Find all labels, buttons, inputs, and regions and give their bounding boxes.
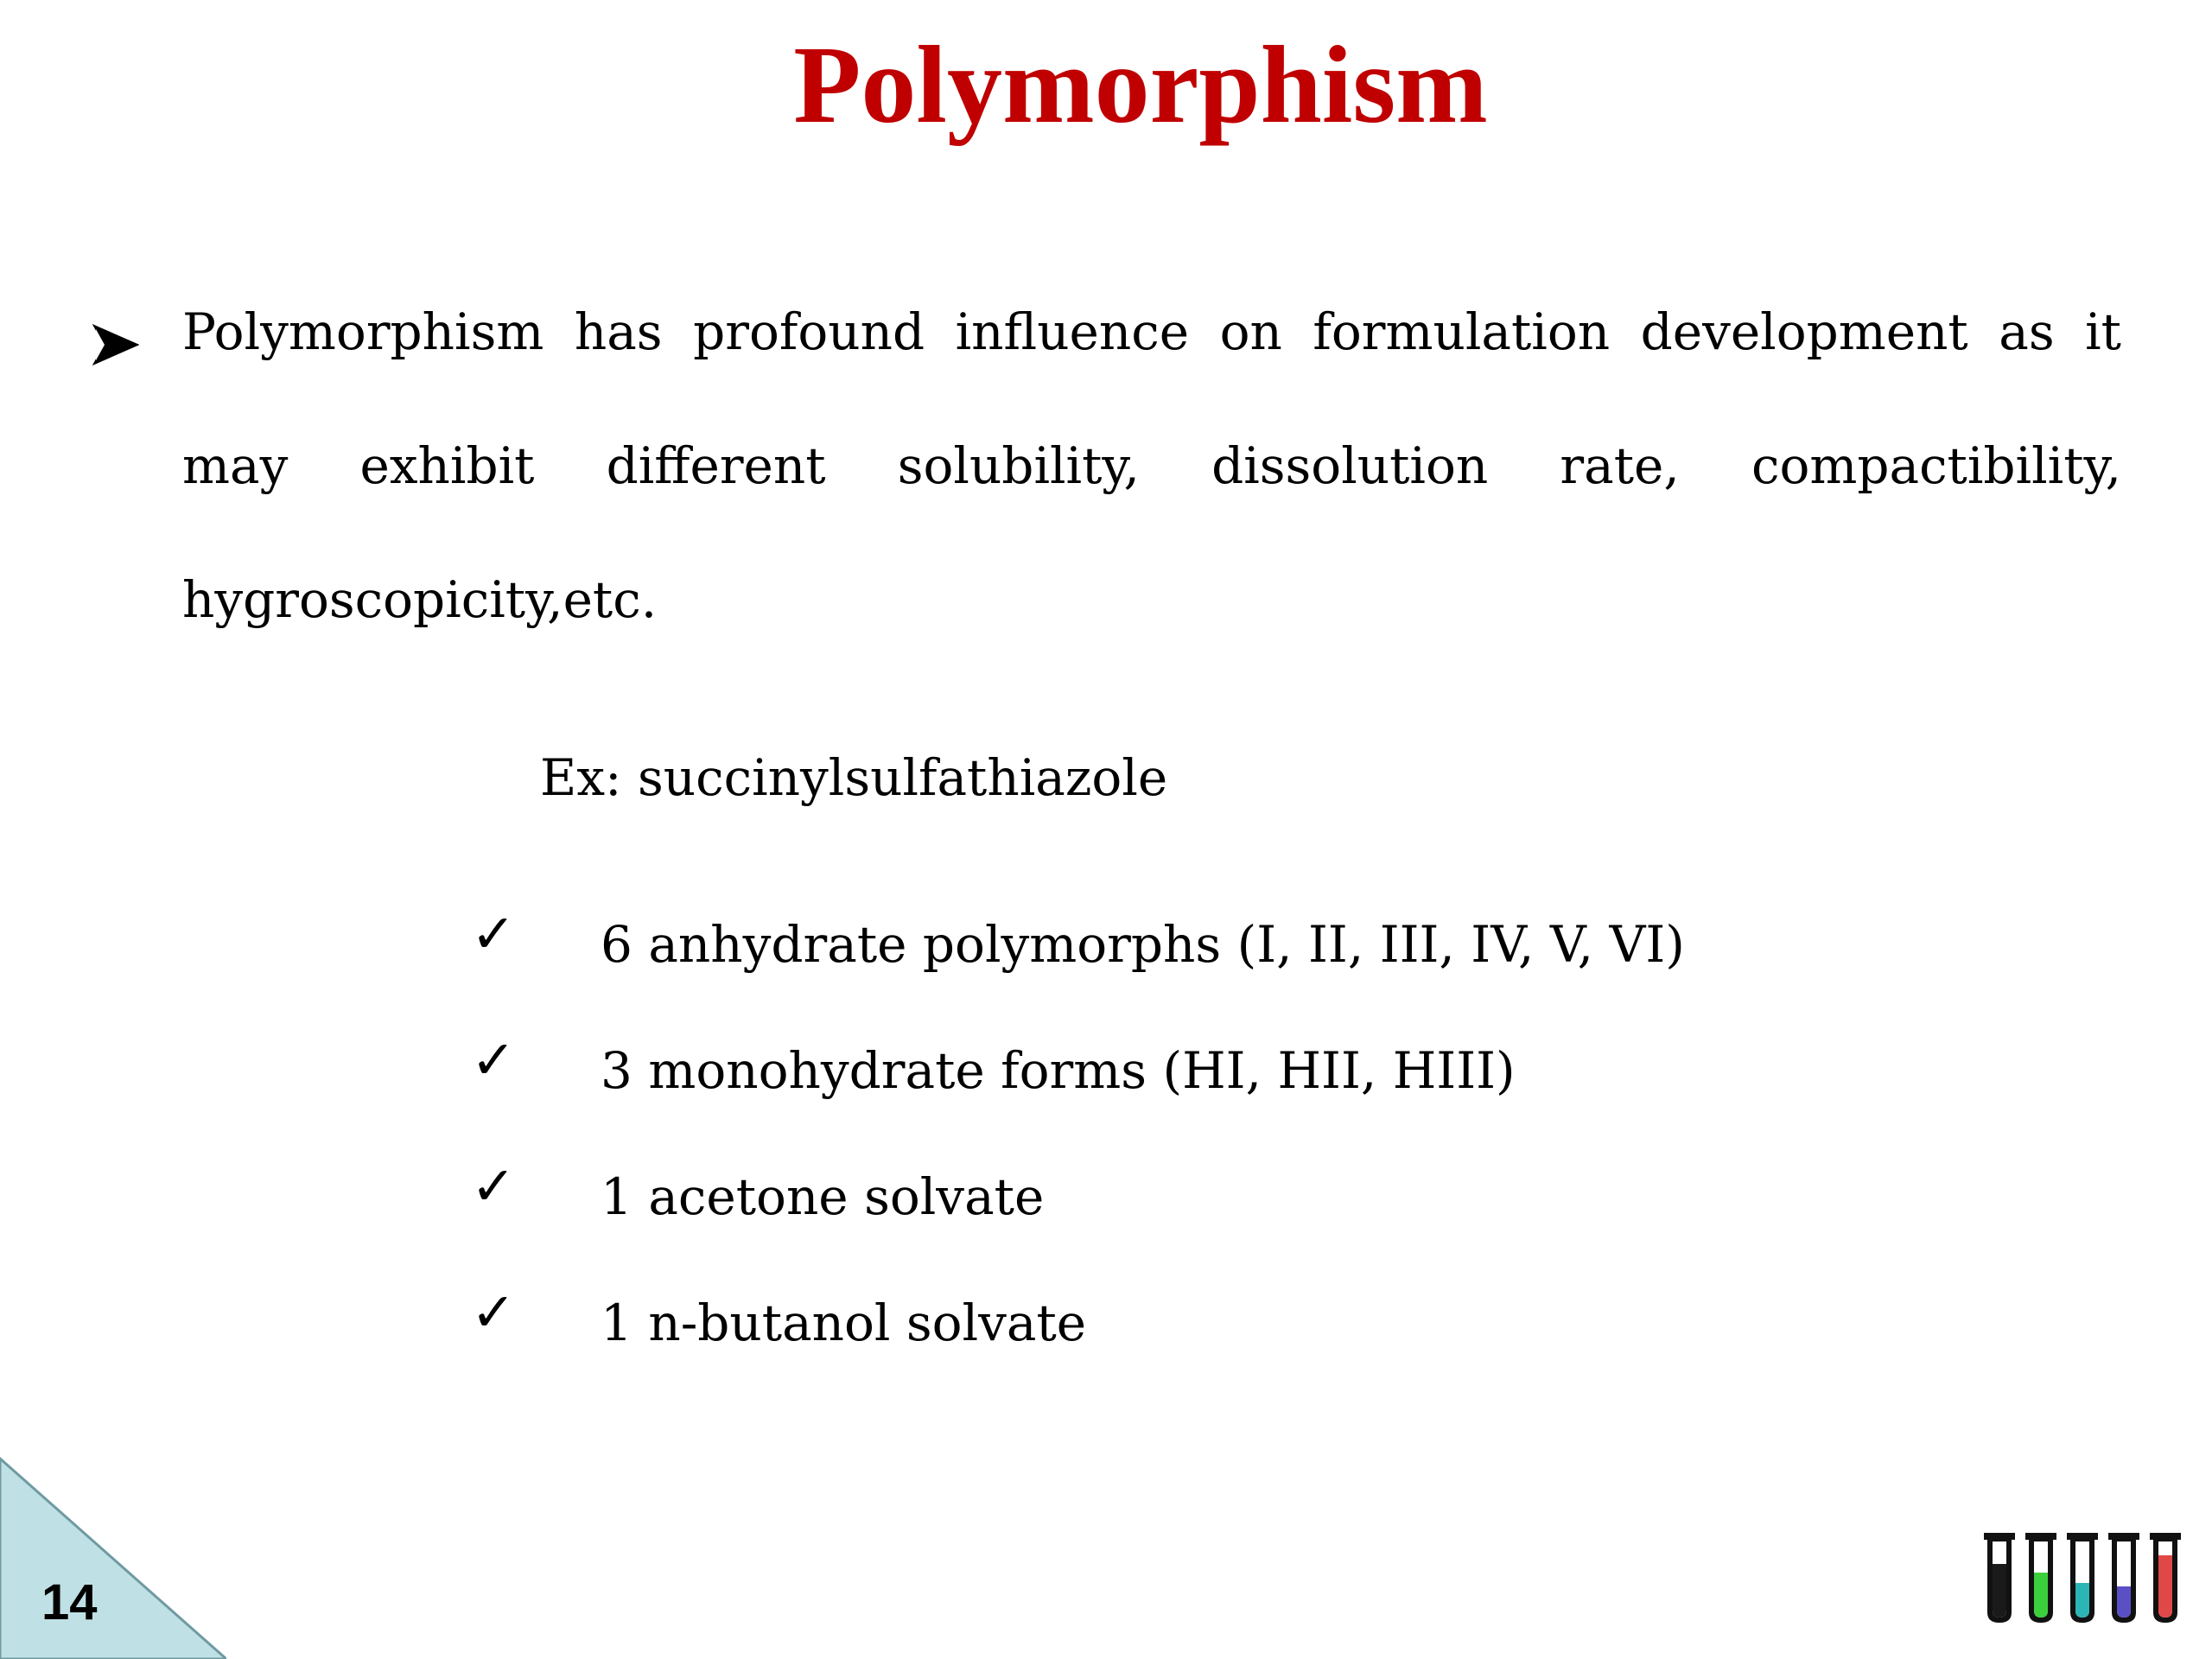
check-icon: ✓ [471,1281,516,1344]
corner-decoration [0,1433,226,1659]
list-item [471,1007,1685,1134]
checklist [471,881,1685,1386]
test-tube-icon [2150,1533,2181,1623]
arrow-bullet-icon [91,310,151,379]
check-icon: ✓ [471,1028,516,1091]
test-tube-icon [1984,1533,2015,1623]
slide-title: Polymorphism [793,23,1488,146]
list-item-text: 3 monohydrate forms (HI, HII, HIII) [601,1041,1516,1100]
test-tube-icon [2067,1533,2098,1623]
example-label: Ex: succinylsulfathiazole [540,748,1168,807]
main-bullet-text: Polymorphism has profound influence on formulation development as it may exhibit different solubility, dissolution rate, compactibility, hygroscopicity,etc. [182,302,2121,629]
check-icon: ✓ [471,902,516,965]
check-icon: ✓ [471,1154,516,1217]
list-item-text: 1 n-butanol solvate [601,1294,1087,1352]
list-item [471,1260,1685,1386]
test-tube-icon [2025,1533,2056,1623]
test-tube-icon [2108,1533,2139,1623]
list-item [471,1134,1685,1260]
list-item-text: 6 anhydrate polymorphs (I, II, III, IV, V, VI) [601,915,1685,974]
slide-number: 14 [41,1574,98,1630]
list-item [471,881,1685,1007]
test-tubes-icon [1979,1529,2195,1626]
list-item-text: 1 acetone solvate [601,1167,1045,1226]
main-bullet-point [91,298,2121,667]
